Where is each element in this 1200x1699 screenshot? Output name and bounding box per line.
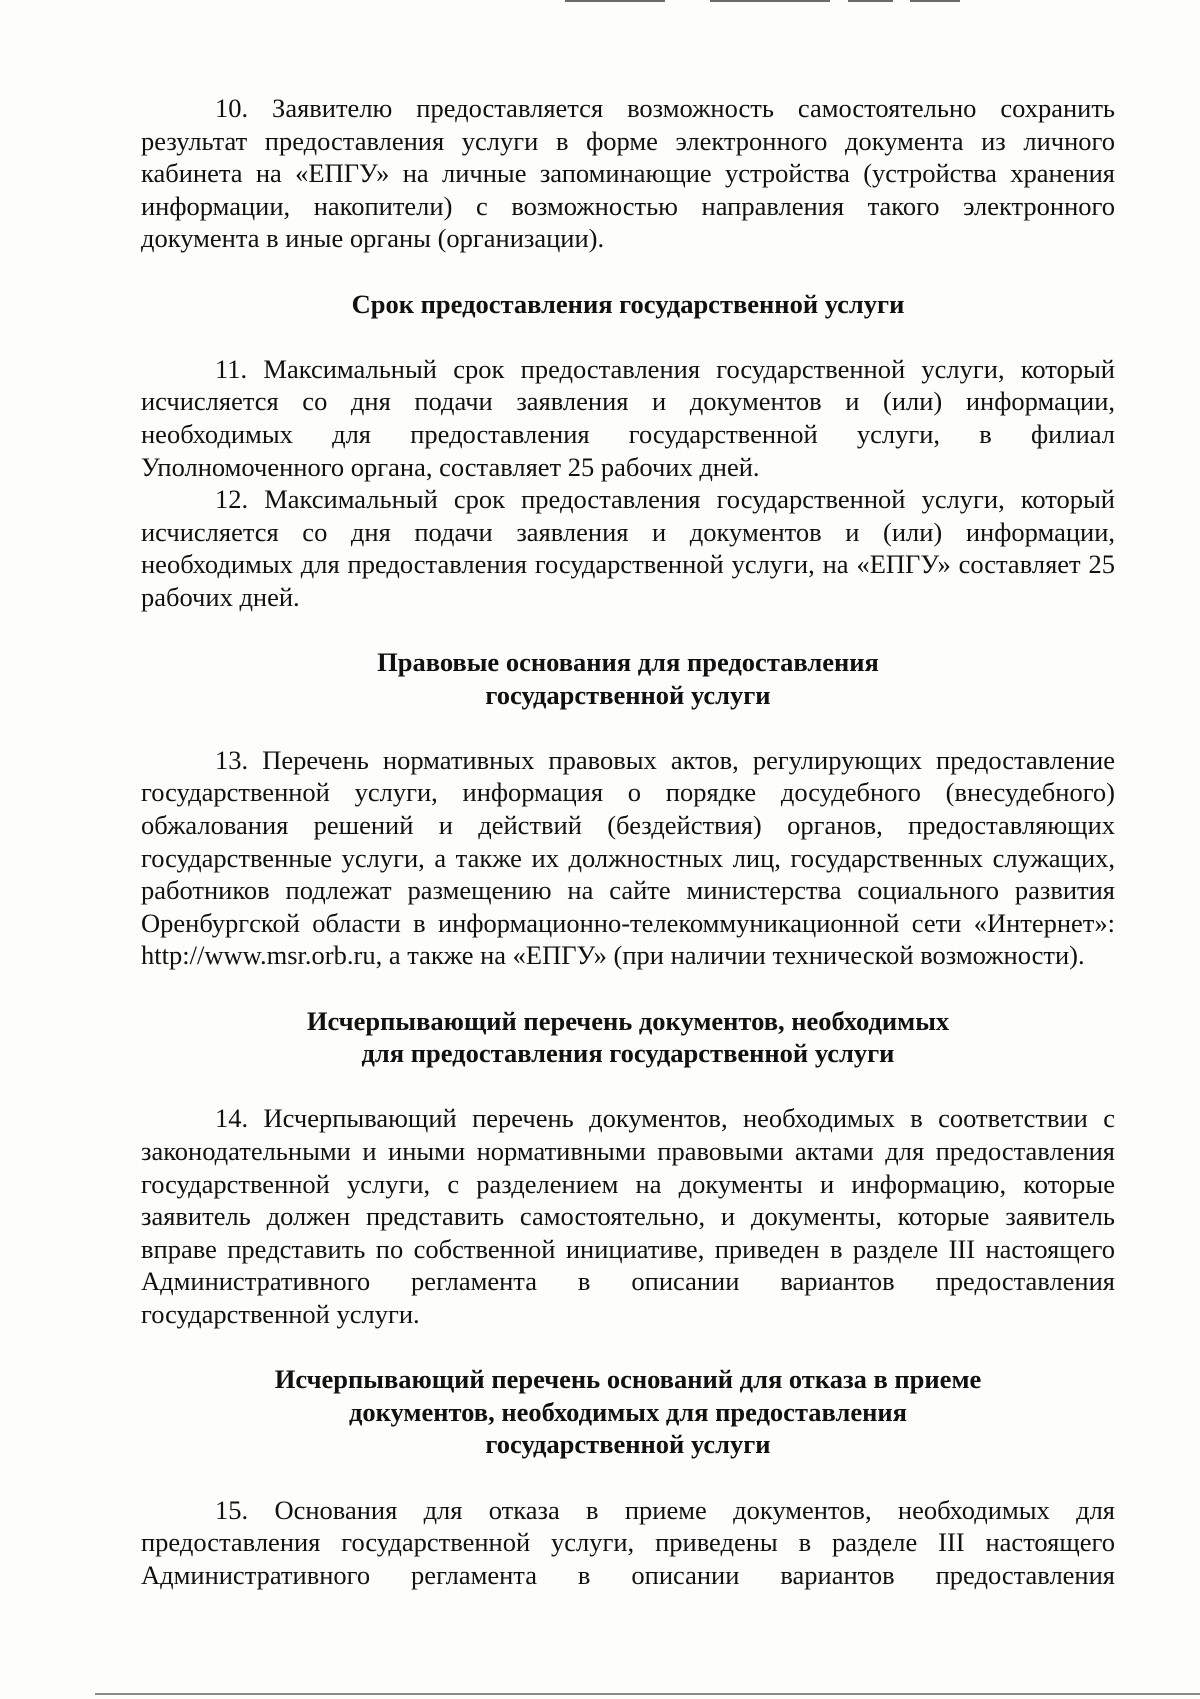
heading-line: Исчерпывающий перечень документов, необходимых <box>306 1005 950 1036</box>
paragraph-13: 13. Перечень нормативных правовых актов, регулирующих предоставление государственной услуги, информация о порядке досудебного (внесудебного) обжалования решений и действий (бездействия) органов, предоставляющих государственные услуги, а также их должностных лиц, государственных служащих, работников подлежат размещению на сайте министерства социального развития Оренбургской области в информационно-телекоммуникационной сети «Интернет»: http://www.msr.orb.ru, а также на «ЕПГУ» (при наличии технической возможности). <box>141 744 1115 971</box>
heading-line: Правовые основания для предоставления <box>377 647 879 678</box>
heading-documents-list <box>141 1005 1115 1070</box>
paragraph-15: 15. Основания для отказа в приеме документов, необходимых для предоставления государственной услуги, приведены в разделе III настоящего Административного регламента в описании вариантов предоставления <box>141 1494 1115 1590</box>
heading-legal-grounds <box>141 646 1115 711</box>
scan-edge-marks <box>565 0 965 3</box>
scan-edge-line <box>95 1693 1200 1695</box>
heading-refusal-grounds <box>141 1363 1115 1461</box>
heading-line: государственной услуги <box>485 1429 771 1460</box>
heading-line: Исчерпывающий перечень оснований для отказа в приеме <box>274 1364 982 1395</box>
paragraph-12: 12. Максимальный срок предоставления государственной услуги, который исчисляется со дня подачи заявления и документов и (или) информации, необходимых для предоставления государственной услуги, на «ЕПГУ» составляет 25 рабочих дней. <box>141 484 1115 612</box>
heading-line: государственной услуги <box>485 679 771 710</box>
paragraph-10: 10. Заявителю предоставляется возможность самостоятельно сохранить результат предоставления услуги в форме электронного документа из личного кабинета на «ЕПГУ» на личные запоминающие устройства (устройства хранения информации, накопители) с возможностью направления такого электронного документа в иные органы (организации). <box>141 93 1115 254</box>
heading-line: для предоставления государственной услуги <box>361 1038 895 1069</box>
heading-line: Срок предоставления государственной услуги <box>351 288 905 319</box>
document-body <box>141 92 1115 1591</box>
paragraph-11: 11. Максимальный срок предоставления государственной услуги, который исчисляется со дня подачи заявления и документов и (или) информации, необходимых для предоставления государственной услуги, в филиал Уполномоченного органа, составляет 25 рабочих дней. <box>141 353 1115 482</box>
heading-service-term <box>141 288 1115 321</box>
paragraph-14: 14. Исчерпывающий перечень документов, необходимых в соответствии с законодательными и иными нормативными правовыми актами для предоставления государственной услуги, с разделением на документы и информацию, которые заявитель должен представить самостоятельно, и документы, которые заявитель вправе представить по собственной инициативе, приведен в разделе III настоящего Административного регламента в описании вариантов предоставления государственной услуги. <box>141 1103 1115 1329</box>
heading-line: документов, необходимых для предоставления <box>348 1396 907 1427</box>
